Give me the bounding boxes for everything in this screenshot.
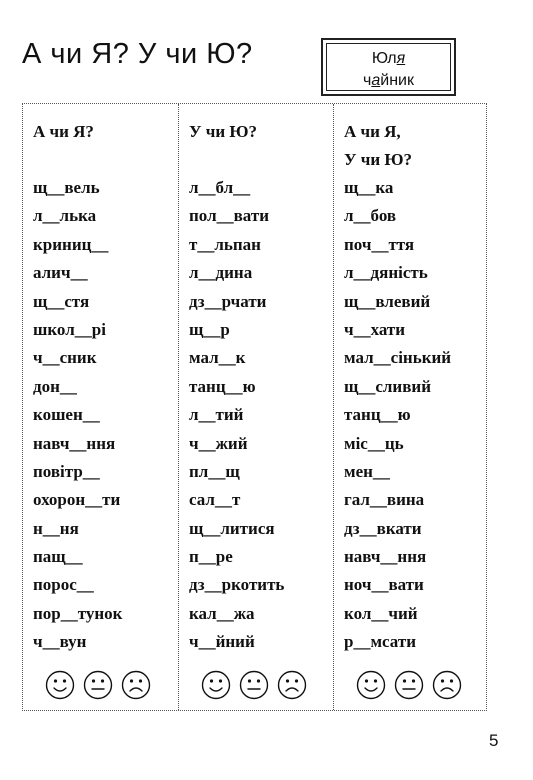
exercise-word: н__ня <box>33 518 79 538</box>
exercise-word: пол__вати <box>189 206 269 226</box>
exercise-word: ч__вун <box>33 632 87 652</box>
exercise-word: пор__тунок <box>33 603 123 623</box>
exercise-word: дз__вкати <box>344 518 422 538</box>
column-header: У чи Ю? <box>189 122 257 141</box>
exercise-word: охорон__ти <box>33 490 121 510</box>
exercise-word: ч__жий <box>189 433 248 453</box>
self-assessment-faces <box>356 670 462 700</box>
self-assessment-faces <box>201 670 307 700</box>
exercise-word: пл__щ <box>189 461 240 481</box>
exercise-word: дз__ркотить <box>189 575 285 595</box>
exercise-word: алич__ <box>33 263 88 283</box>
smiling-face-icon[interactable] <box>356 670 386 700</box>
word-list <box>344 174 451 657</box>
exercise-word: ч__хати <box>344 319 406 339</box>
exercise-word: гал__вина <box>344 490 425 510</box>
neutral-face-icon[interactable] <box>83 670 113 700</box>
example-line-2: чайник <box>363 72 414 89</box>
exercise-word: щ__влевий <box>344 291 431 311</box>
exercise-word: л__бов <box>344 206 397 226</box>
exercise-word: сал__т <box>189 490 241 510</box>
exercise-word: повітр__ <box>33 461 100 481</box>
sad-face-icon[interactable] <box>121 670 151 700</box>
exercise-word: щ__сливий <box>344 376 432 396</box>
exercise-word: ч__йний <box>189 632 255 652</box>
page-number: 5 <box>489 731 499 750</box>
exercise-word: ноч__вати <box>344 575 424 595</box>
exercise-word: щ__стя <box>33 291 90 311</box>
example-line-1: Юля <box>371 50 406 67</box>
exercise-word: кол__чий <box>344 603 418 623</box>
word-list <box>189 174 284 657</box>
exercise-word: дон__ <box>33 376 77 396</box>
smiling-face-icon[interactable] <box>45 670 75 700</box>
exercise-word: школ__рі <box>33 319 106 339</box>
exercise-word: л__тий <box>189 405 244 425</box>
column-mixed <box>333 104 486 710</box>
exercise-word: л__дина <box>189 263 253 283</box>
exercise-table <box>22 103 487 711</box>
word-list <box>33 174 122 657</box>
self-assessment-faces <box>45 670 151 700</box>
exercise-word: пащ__ <box>33 547 83 567</box>
exercise-word: л__лька <box>33 206 97 226</box>
column-header: А чи Я? <box>33 122 94 141</box>
exercise-word: порос__ <box>33 575 94 595</box>
sad-face-icon[interactable] <box>277 670 307 700</box>
exercise-word: л__бл__ <box>189 178 251 197</box>
neutral-face-icon[interactable] <box>394 670 424 700</box>
smiling-face-icon[interactable] <box>201 670 231 700</box>
exercise-word: кал__жа <box>189 603 255 623</box>
exercise-word: криниц__ <box>33 234 109 254</box>
exercise-word: танц__ю <box>189 376 256 396</box>
exercise-word: щ__ка <box>344 178 394 197</box>
exercise-word: л__дяність <box>344 263 428 283</box>
column-u-yu <box>178 104 333 710</box>
exercise-word: щ__литися <box>189 518 275 538</box>
exercise-word: дз__рчати <box>189 291 267 311</box>
exercise-word: міс__ць <box>344 433 404 453</box>
exercise-word: щ__вель <box>33 178 100 197</box>
exercise-word: мал__к <box>189 348 246 368</box>
page-title: А чи Я? У чи Ю? <box>22 38 253 70</box>
exercise-word: кошен__ <box>33 405 100 425</box>
exercise-word: навч__ння <box>33 433 116 453</box>
exercise-word: ч__сник <box>33 348 97 368</box>
exercise-word: п__ре <box>189 547 233 567</box>
exercise-word: р__мсати <box>344 632 416 652</box>
exercise-word: поч__ття <box>344 234 415 254</box>
exercise-word: танц__ю <box>344 405 411 425</box>
exercise-word: т__льпан <box>189 234 261 254</box>
column-a-ya <box>23 104 178 710</box>
exercise-word: мал__сінький <box>344 348 452 368</box>
exercise-word: навч__ння <box>344 547 427 567</box>
exercise-word: мен__ <box>344 461 390 481</box>
neutral-face-icon[interactable] <box>239 670 269 700</box>
example-box <box>321 38 456 96</box>
sad-face-icon[interactable] <box>432 670 462 700</box>
exercise-word: щ__р <box>189 319 230 339</box>
column-header: А чи Я, У чи Ю? <box>344 122 412 169</box>
